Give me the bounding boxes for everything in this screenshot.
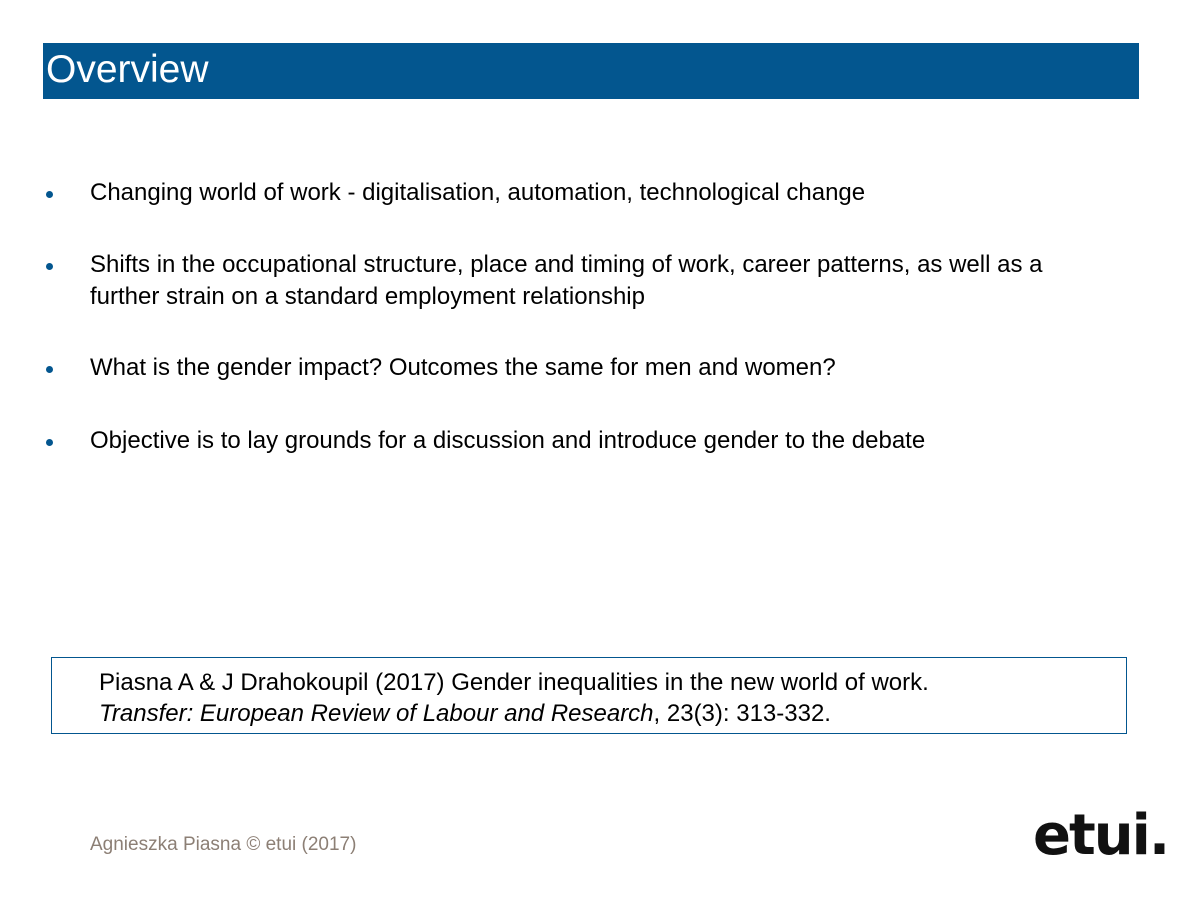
citation-line-1: Piasna A & J Drahokoupil (2017) Gender inequalities in the new world of work.: [99, 669, 929, 696]
bullet-dot-icon: [46, 439, 53, 446]
bullet-dot-icon: [46, 366, 53, 373]
slide-title: Overview: [46, 48, 209, 91]
bullet-dot-icon: [46, 191, 53, 198]
citation-details: , 23(3): 313-332.: [653, 700, 831, 727]
bullet-text: Shifts in the occupational structure, place and timing of work, career patterns, as well as a further strain on a standard employment relationship: [90, 251, 1043, 310]
citation-line-2: [99, 699, 831, 729]
citation-box: [51, 657, 1127, 734]
bullet-text: What is the gender impact? Outcomes the same for men and women?: [90, 354, 836, 381]
footer-credit: Agnieszka Piasna © etui (2017): [90, 834, 357, 855]
bullet-dot-icon: [46, 263, 53, 270]
bullet-text: Changing world of work - digitalisation, automation, technological change: [90, 179, 866, 206]
citation-journal: Transfer: European Review of Labour and Research: [99, 700, 654, 727]
etui-logo: etui.: [1033, 803, 1169, 868]
bullet-text: Objective is to lay grounds for a discussion and introduce gender to the debate: [90, 427, 926, 454]
